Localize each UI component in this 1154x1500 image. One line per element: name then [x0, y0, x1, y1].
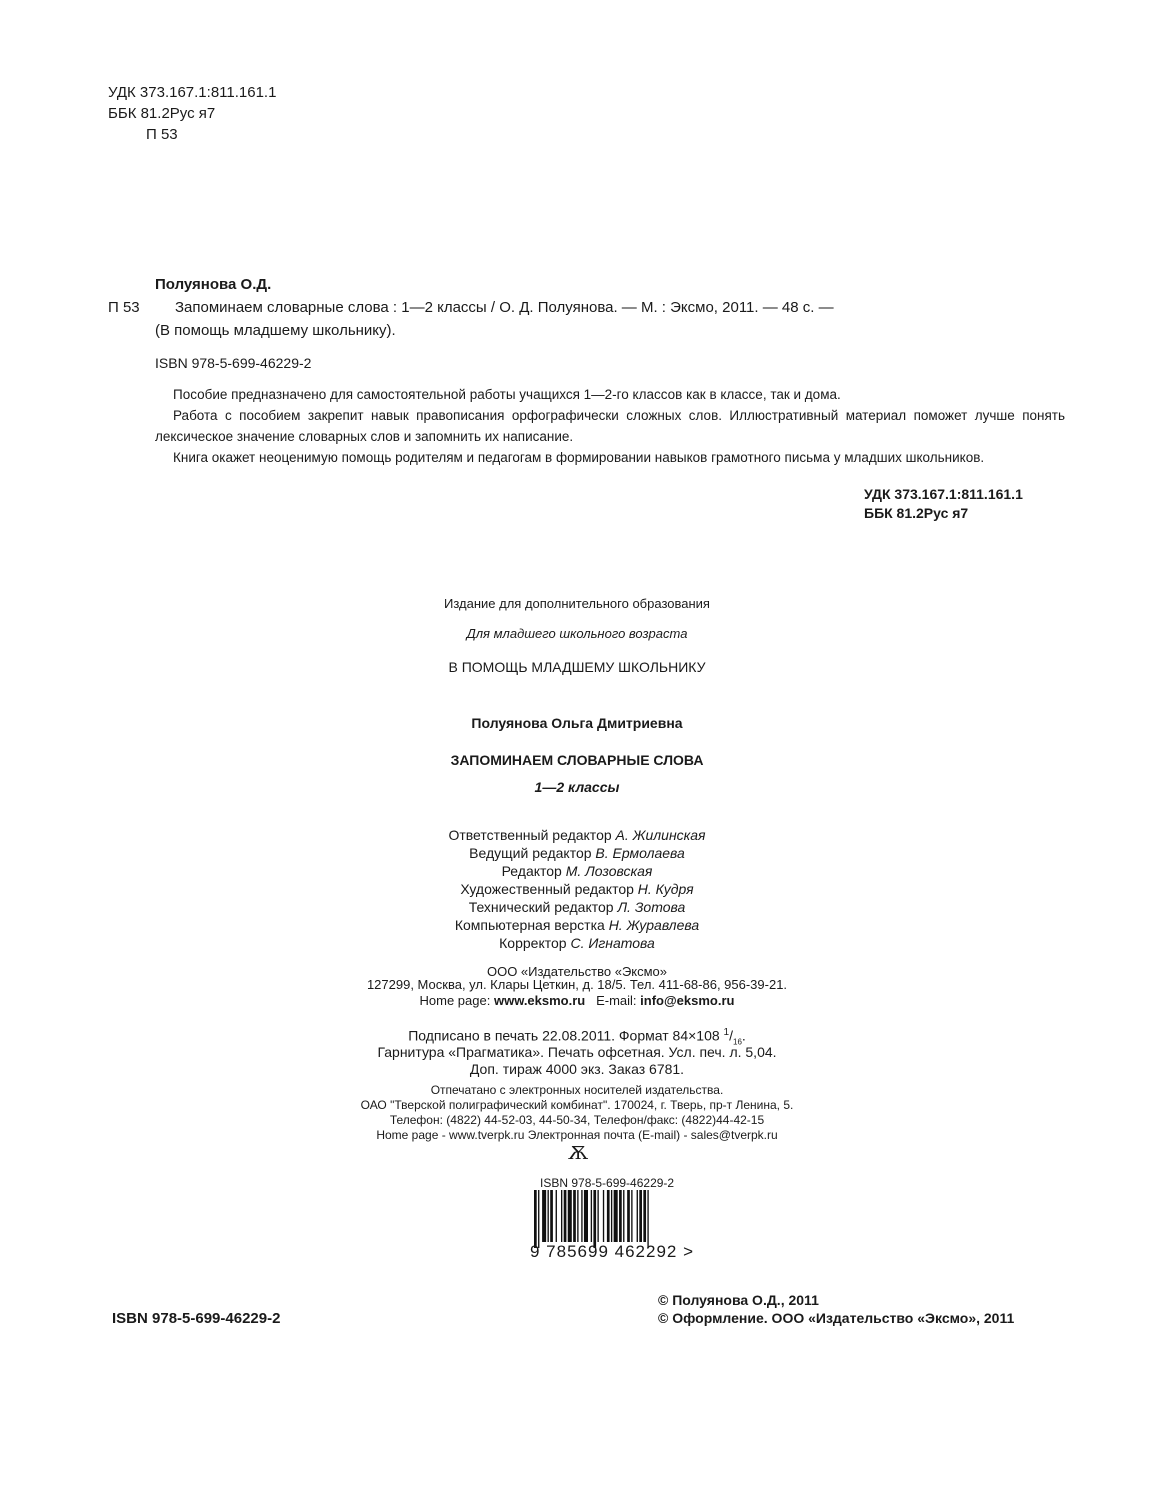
- credit-line: [0, 844, 1154, 862]
- barcode-bar: [534, 1190, 537, 1248]
- barcode-bar: [542, 1190, 546, 1242]
- publisher-address: 127299, Москва, ул. Клары Цеткин, д. 18/5. Тел. 411-68-86, 956-39-21.: [366, 977, 788, 992]
- right-udk: УДК 373.167.1:811.161.1: [864, 486, 1023, 502]
- bib-series: (В помощь младшему школьнику).: [155, 322, 396, 339]
- credit-line: [0, 880, 1154, 898]
- barcode-bar: [591, 1190, 592, 1242]
- print-line-2: Гарнитура «Прагматика». Печать офсетная. Усл. печ. л. 5,04.: [377, 1044, 777, 1060]
- credit-line: [0, 898, 1154, 916]
- printer-line-3: Телефон: (4822) 44-52-03, 44-50-34, Телефон/факс: (4822)44-42-15: [389, 1113, 765, 1127]
- barcode-bar: [573, 1190, 576, 1242]
- printer-line-4: Home page - www.tverpk.ru Электронная почта (E-mail) - sales@tverpk.ru: [376, 1128, 778, 1142]
- barcode-bar: [607, 1190, 610, 1242]
- credit-line: [0, 826, 1154, 844]
- credit-role: Ведущий редактор: [469, 845, 592, 861]
- barcode-bar: [538, 1190, 539, 1248]
- format-fraction-den: 16: [733, 1037, 742, 1047]
- barcode-bar: [597, 1190, 598, 1242]
- format-fraction-num: 1: [723, 1027, 730, 1038]
- credit-role: Художественный редактор: [460, 881, 634, 897]
- barcode-bar: [593, 1190, 596, 1248]
- barcode-bar: [647, 1190, 648, 1248]
- barcode-bar: [550, 1190, 553, 1242]
- barcode-bar: [564, 1190, 567, 1242]
- publisher-contacts: [0, 993, 1154, 1008]
- barcode-bar: [623, 1190, 624, 1242]
- credit-line: [0, 934, 1154, 952]
- edition-type: Издание для дополнительного образования: [444, 596, 710, 611]
- barcode-bar: [637, 1190, 638, 1242]
- credit-name: В. Ермолаева: [595, 845, 685, 861]
- series-name: В ПОМОЩЬ МЛАДШЕМУ ШКОЛЬНИКУ: [448, 659, 706, 675]
- email-link[interactable]: info@eksmo.ru: [640, 993, 735, 1008]
- credit-name: Н. Журавлева: [608, 917, 700, 933]
- barcode-bar: [561, 1190, 562, 1242]
- print-line-1: Подписано в печать 22.08.2011. Формат 84×108 $^1/_{16}$.: [408, 1027, 746, 1047]
- barcode-bar: [577, 1190, 578, 1242]
- barcode-bars: [530, 1190, 700, 1248]
- barcode-bar: [556, 1190, 557, 1242]
- annotation-p2: Работа с пособием закрепит навык правописания орфографически сложных слов. Иллюстративный материал поможет лучше понять лексическое значение словарных слов и запомнить их написание.: [155, 408, 1065, 444]
- barcode-bar: [603, 1190, 604, 1242]
- barcode-bar: [548, 1190, 549, 1242]
- credit-role: Редактор: [501, 863, 562, 879]
- credit-name: М. Лозовская: [565, 863, 653, 879]
- annotation-p3: Книга окажет неоценимую помощь родителям и педагогам в формировании навыков грамотного письма у младших школьников.: [173, 450, 985, 465]
- credit-name: Л. Зотова: [617, 899, 686, 915]
- footer-isbn: ISBN 978-5-699-46229-2: [112, 1310, 281, 1327]
- barcode-bar: [619, 1190, 622, 1242]
- barcode-bar: [643, 1190, 646, 1242]
- copyright-design: © Оформление. ООО «Издательство «Эксмо», 2011: [658, 1310, 1015, 1326]
- credit-name: С. Игнатова: [570, 935, 655, 951]
- credit-line: [0, 862, 1154, 880]
- barcode-bar: [584, 1190, 588, 1242]
- credit-line: [0, 916, 1154, 934]
- annotation: [155, 384, 1065, 468]
- udk-code: УДК 373.167.1:811.161.1: [108, 84, 277, 101]
- author-sign: П 53: [146, 126, 178, 143]
- email-label: E-mail:: [596, 993, 637, 1008]
- barcode-bar: [581, 1190, 582, 1242]
- barcode-bar: [627, 1190, 630, 1242]
- book-title: ЗАПОМИНАЕМ СЛОВАРНЫЕ СЛОВА: [450, 752, 704, 768]
- credits-list: [0, 826, 1154, 952]
- annotation-p1: Пособие предназначено для самостоятельной работы учащихся 1—2-го классов как в классе, так и дома.: [173, 387, 841, 402]
- copyright-author: © Полуянова О.Д., 2011: [658, 1292, 819, 1308]
- credit-name: Н. Кудря: [637, 881, 694, 897]
- bib-sign: П 53: [108, 299, 140, 316]
- barcode-bar: [639, 1190, 642, 1242]
- credit-role: Ответственный редактор: [448, 827, 612, 843]
- barcode-bar: [568, 1190, 572, 1242]
- printer-line-2: ОАО "Тверской полиграфический комбинат". 170024, г. Тверь, пр-т Ленина, 5.: [360, 1098, 794, 1112]
- credit-role: Компьютерная верстка: [454, 917, 605, 933]
- print-line-3: Доп. тираж 4000 экз. Заказ 6781.: [469, 1061, 685, 1077]
- bbk-code: ББК 81.2Рус я7: [108, 105, 216, 122]
- right-bbk: ББК 81.2Рус я7: [864, 505, 969, 521]
- barcode-bar: [614, 1190, 618, 1242]
- book-grades: 1—2 классы: [534, 779, 620, 795]
- credit-name: А. Жилинская: [615, 827, 706, 843]
- printer-logo-icon: Ѫ: [568, 1143, 589, 1164]
- home-page-link[interactable]: www.eksmo.ru: [493, 993, 586, 1008]
- bib-author: Полуянова О.Д.: [155, 276, 272, 293]
- barcode-bar: [631, 1190, 632, 1242]
- bib-description: Запоминаем словарные слова : 1—2 классы / О. Д. Полуянова. — М. : Эксмо, 2011. — 48 с. —: [175, 299, 834, 316]
- credit-role: Корректор: [499, 935, 567, 951]
- author-full-name: Полуянова Ольга Дмитриевна: [471, 715, 683, 731]
- age-category: Для младшего школьного возраста: [466, 626, 688, 641]
- barcode-bar: [611, 1190, 612, 1242]
- barcode-digits: 9 785699 462292 >: [530, 1242, 695, 1261]
- print-format: Подписано в печать 22.08.2011. Формат 84×108: [408, 1027, 720, 1044]
- printer-line-1: Отпечатано с электронных носителей издательства.: [430, 1083, 724, 1097]
- publisher-name: ООО «Издательство «Эксмо»: [486, 964, 668, 979]
- home-page-label: Home page:: [419, 993, 491, 1008]
- bib-isbn: ISBN 978-5-699-46229-2: [155, 355, 312, 371]
- barcode-isbn: ISBN 978-5-699-46229-2: [540, 1176, 675, 1190]
- credit-role: Технический редактор: [468, 899, 614, 915]
